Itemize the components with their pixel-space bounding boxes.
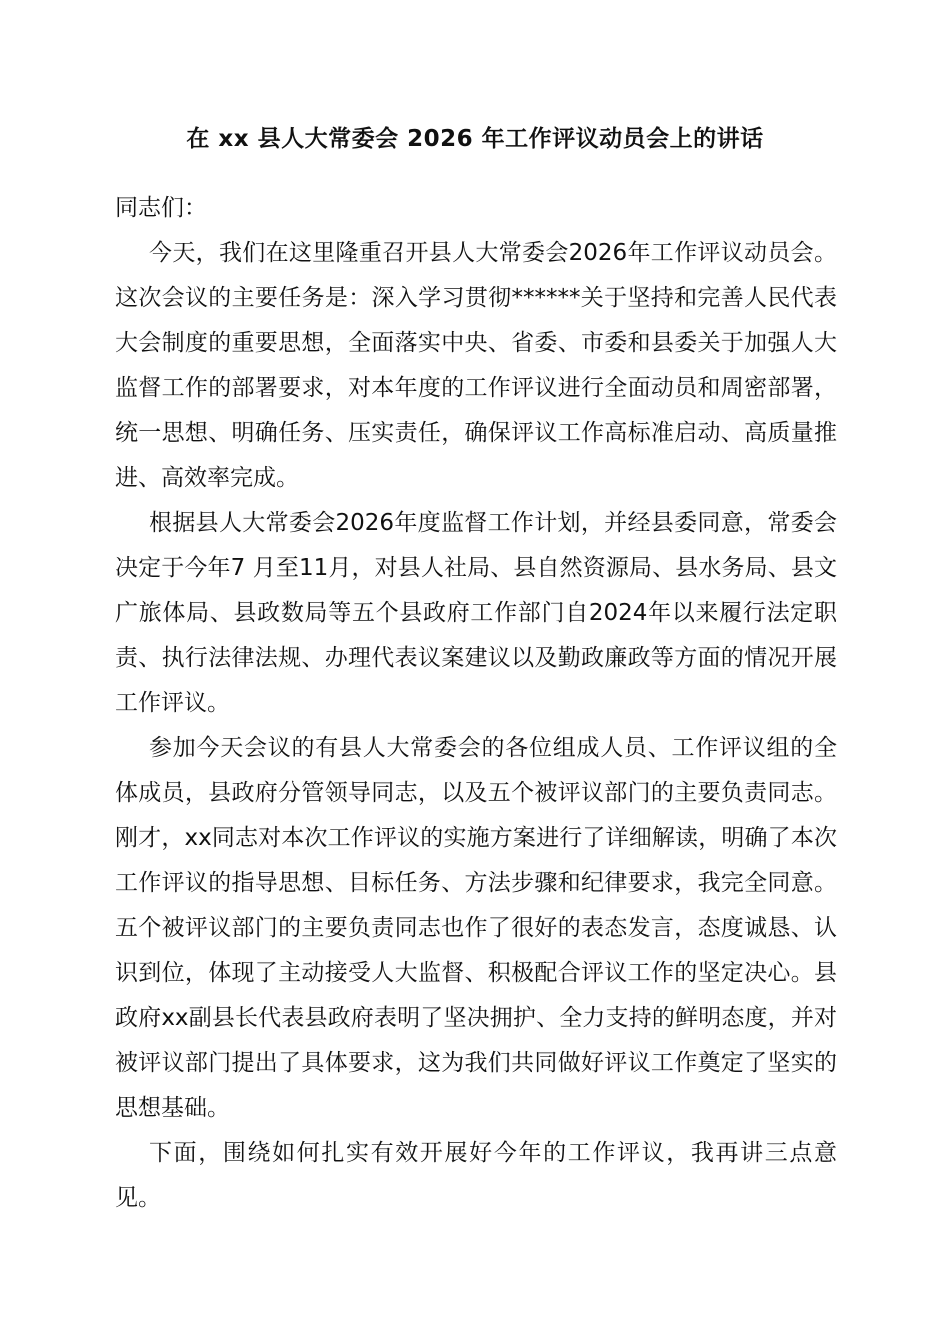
- paragraph-transition: 下面，围绕如何扎实有效开展好今年的工作评议，我再讲三点意见。: [115, 1140, 837, 1211]
- paragraph-opening: 今天，我们在这里隆重召开县人大常委会2026年工作评议动员会。这次会议的主要任务是：深入学习贯彻******关于坚持和完善人民代表大会制度的重要思想，全面落实中央、省委、市委和县委关于加强人大监督工作的部署要求，对本年度的工作评议进行全面动员和周密部署，统一思想、明确任务、压实责任，确保评议工作高标准启动、高质量推进、高效率完成。: [115, 240, 837, 491]
- paragraph-attendees: 参加今天会议的有县人大常委会的各位组成人员、工作评议组的全体成员，县政府分管领导同志，以及五个被评议部门的主要负责同志。刚才，xx同志对本次工作评议的实施方案进行了详细解读，明确了本次工作评议的指导思想、目标任务、方法步骤和纪律要求，我完全同意。五个被评议部门的主要负责同志也作了很好的表态发言，态度诚恳、认识到位，体现了主动接受人大监督、积极配合评议工作的坚定决心。县政府xx副县长代表县政府表明了坚决拥护、全力支持的鲜明态度，并对被评议部门提出了具体要求，这为我们共同做好评议工作奠定了坚实的思想基础。: [115, 735, 837, 1121]
- paragraph-evaluation-plan: 根据县人大常委会2026年度监督工作计划，并经县委同意，常委会决定于今年7 月至11月，对县人社局、县自然资源局、县水务局、县文广旅体局、县政数局等五个县政府工作部门自2024年以来履行法定职责、执行法律法规、办理代表议案建议以及勤政廉政等方面的情况开展工作评议。: [115, 510, 837, 716]
- salutation: 同志们：: [115, 195, 207, 221]
- document-title: 在 xx 县人大常委会 2026 年工作评议动员会上的讲话: [186, 126, 764, 152]
- document-body: [115, 186, 837, 1221]
